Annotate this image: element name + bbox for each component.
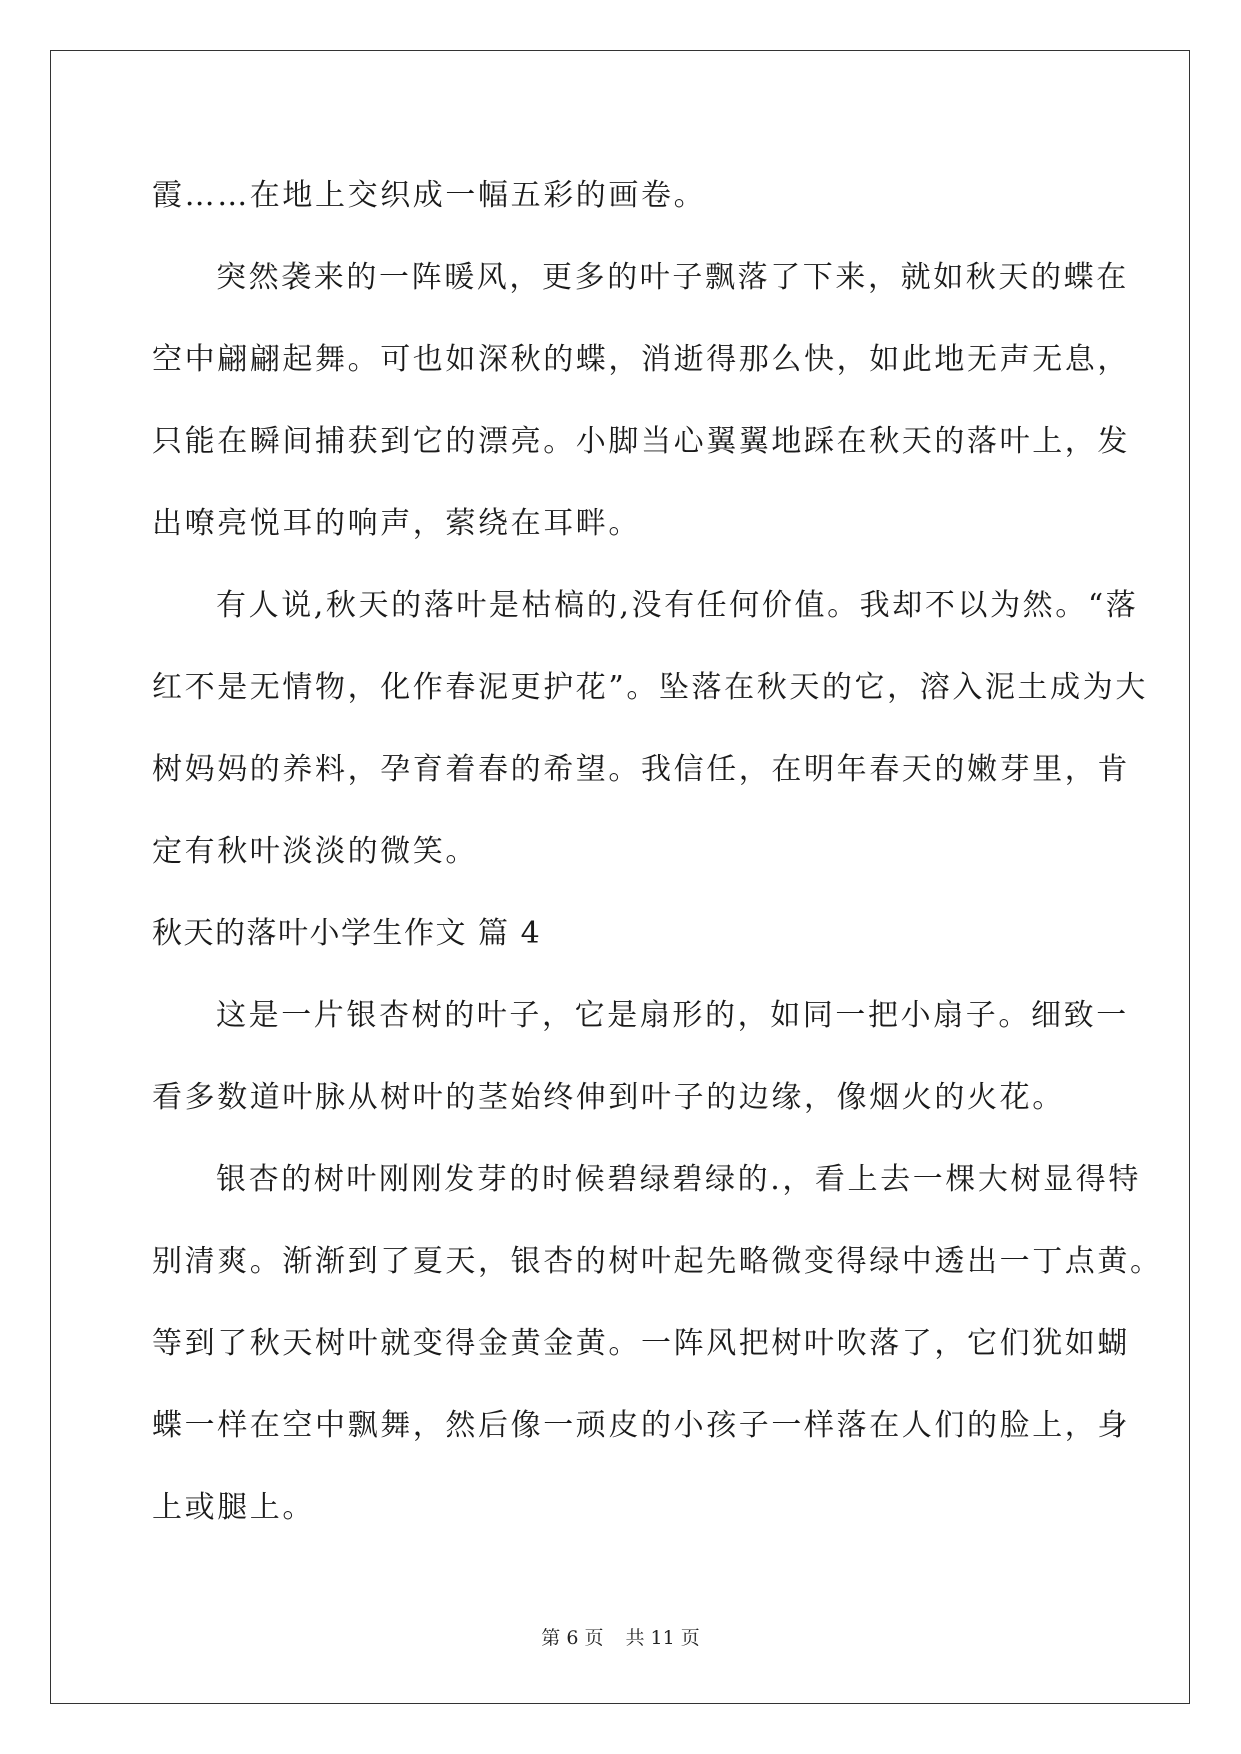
paragraph-start-line: 这是一片银杏树的叶子，它是扇形的，如同一把小扇子。细致一 <box>216 998 1129 1033</box>
text-line: 霞……在地上交织成一幅五彩的画卷。 <box>152 178 707 213</box>
text-line: 出嘹亮悦耳的响声，萦绕在耳畔。 <box>152 506 641 541</box>
text-line: 等到了秋天树叶就变得金黄金黄。一阵风把树叶吹落了，它们犹如蝴 <box>152 1326 1130 1361</box>
paragraph-start-line: 银杏的树叶刚刚发芽的时候碧绿碧绿的.，看上去一棵大树显得特 <box>216 1162 1141 1197</box>
text-line: 只能在瞬间捕获到它的漂亮。小脚当心翼翼地踩在秋天的落叶上，发 <box>152 424 1130 459</box>
text-line: 别清爽。渐渐到了夏天，银杏的树叶起先略微变得绿中透出一丁点黄。 <box>152 1244 1163 1279</box>
text-line: 蝶一样在空中飘舞，然后像一顽皮的小孩子一样落在人们的脸上，身 <box>152 1408 1130 1443</box>
text-line: 空中翩翩起舞。可也如深秋的蝶，消逝得那么快，如此地无声无息， <box>152 342 1130 377</box>
page-total: 共 11 页 <box>625 1627 700 1649</box>
text-line: 上或腿上。 <box>152 1490 315 1525</box>
paragraph-start-line: 突然袭来的一阵暖风，更多的叶子飘落了下来，就如秋天的蝶在 <box>216 260 1129 295</box>
paragraph-start-line: 有人说,秋天的落叶是枯槁的,没有任何价值。我却不以为然。“落 <box>216 588 1139 623</box>
text-line: 定有秋叶淡淡的微笑。 <box>152 834 478 869</box>
text-line: 红不是无情物，化作春泥更护花”。坠落在秋天的它，溶入泥土成为大 <box>152 670 1148 705</box>
document-body <box>152 155 1163 1549</box>
page-number: 第 6 页 <box>541 1627 604 1649</box>
section-heading: 秋天的落叶小学生作文 篇 4 <box>152 916 542 951</box>
text-line: 看多数道叶脉从树叶的茎始终伸到叶子的边缘，像烟火的火花。 <box>152 1080 1065 1115</box>
text-line: 树妈妈的养料，孕育着春的希望。我信任，在明年春天的嫩芽里，肯 <box>152 752 1130 787</box>
page-footer <box>0 1623 1241 1650</box>
